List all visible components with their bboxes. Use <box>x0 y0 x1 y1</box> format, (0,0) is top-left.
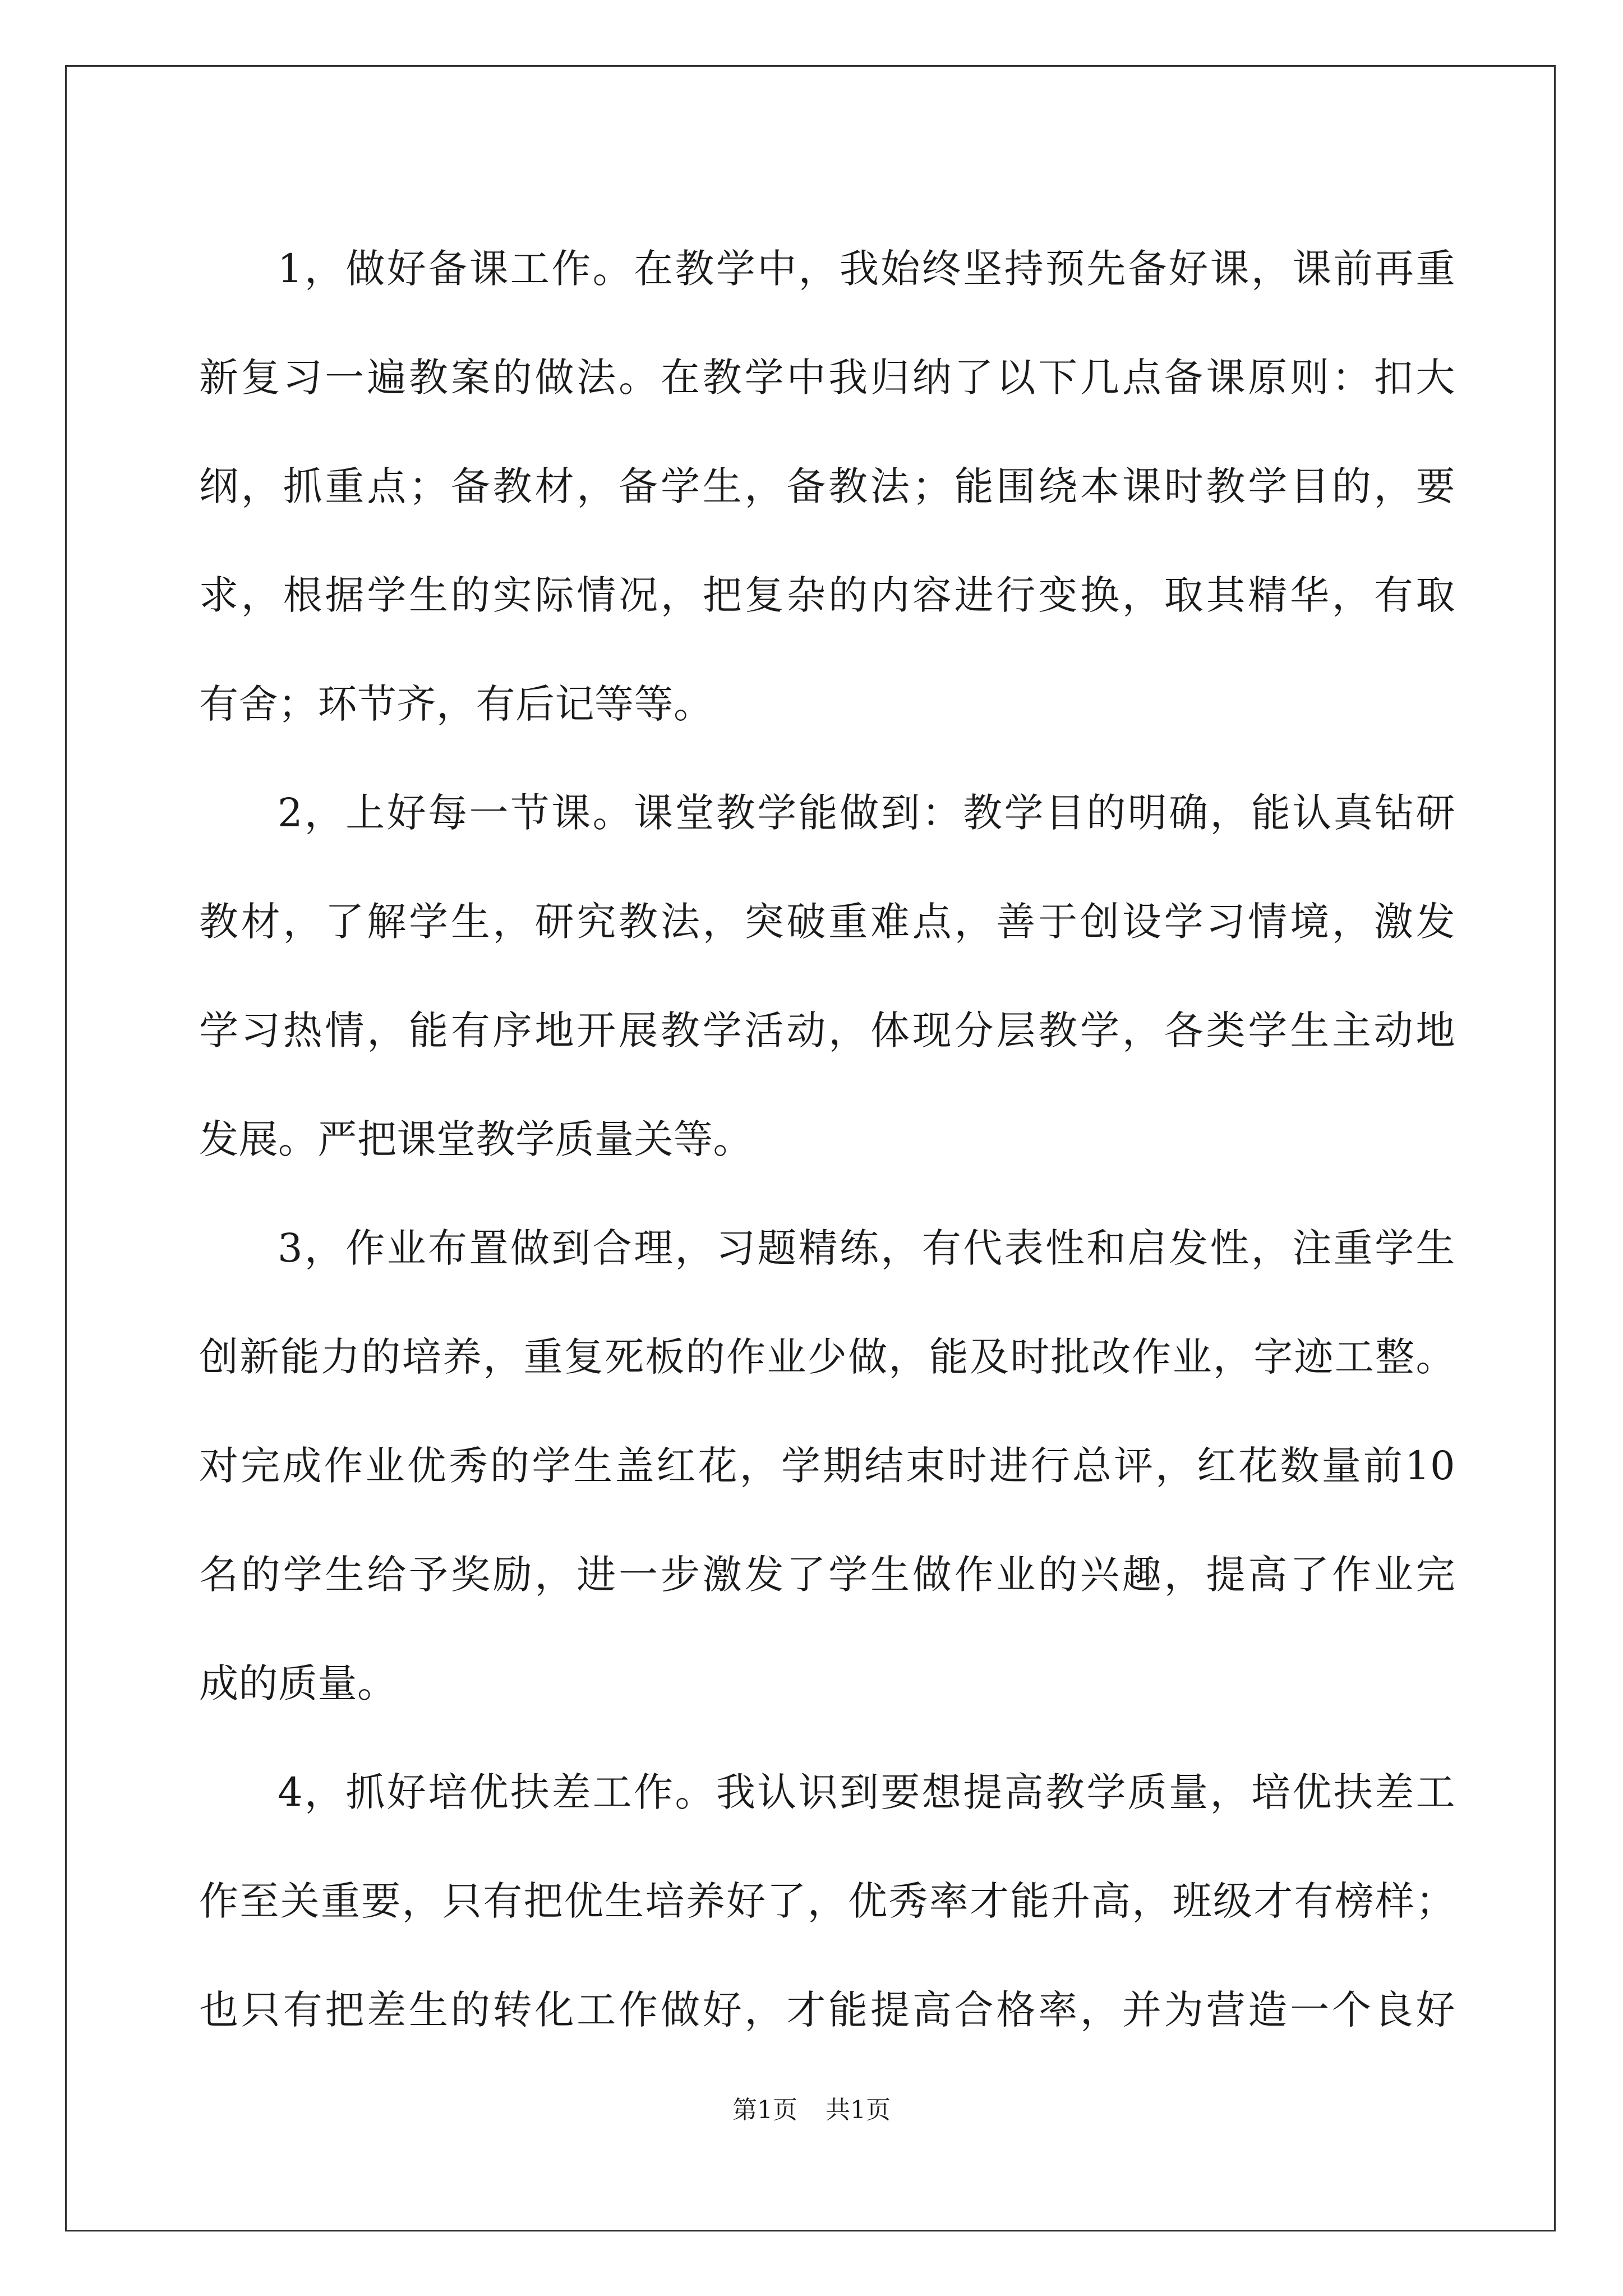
text-line: 有舍；环节齐，有后记等等。 <box>199 681 713 727</box>
text-line: 求，根据学生的实际情况，把复杂的内容进行变换，取其精华，有取 <box>199 572 1455 618</box>
document-body <box>199 214 1455 2064</box>
text-line: 4，抓好培优扶差工作。我认识到要想提高教学质量，培优扶差工 <box>278 1769 1455 1815</box>
text-line: 新复习一遍教案的做法。在教学中我归纳了以下几点备课原则：扣大 <box>199 355 1455 401</box>
text-line: 创新能力的培养，重复死板的作业少做，能及时批改作业，字迹工整。 <box>199 1334 1455 1380</box>
text-line: 作至关重要，只有把优生培养好了，优秀率才能升高，班级才有榜样； <box>199 1878 1455 1924</box>
text-line: 2，上好每一节课。课堂教学能做到：教学目的明确，能认真钻研 <box>278 790 1455 836</box>
text-line: 对完成作业优秀的学生盖红花，学期结束时进行总评，红花数量前10 <box>199 1443 1455 1489</box>
text-line: 纲，抓重点；备教材，备学生，备教法；能围绕本课时教学目的，要 <box>199 463 1455 509</box>
page-footer <box>0 2090 1623 2125</box>
text-line: 3，作业布置做到合理，习题精练，有代表性和启发性，注重学生 <box>278 1225 1455 1271</box>
text-line: 成的质量。 <box>199 1660 397 1706</box>
text-line: 学习热情，能有序地开展教学活动，体现分层教学，各类学生主动地 <box>199 1007 1455 1053</box>
text-line: 发展。严把课堂教学质量关等。 <box>199 1116 753 1162</box>
text-line: 也只有把差生的转化工作做好，才能提高合格率，并为营造一个良好 <box>199 1987 1455 2033</box>
text-line: 1，做好备课工作。在教学中，我始终坚持预先备好课，课前再重 <box>278 246 1455 292</box>
page-number-current: 第1页 <box>732 2096 797 2124</box>
text-line: 名的学生给予奖励，进一步激发了学生做作业的兴趣，提高了作业完 <box>199 1552 1455 1598</box>
text-line: 教材，了解学生，研究教法，突破重难点，善于创设学习情境，激发 <box>199 899 1455 945</box>
page-number-total: 共1页 <box>826 2096 891 2124</box>
